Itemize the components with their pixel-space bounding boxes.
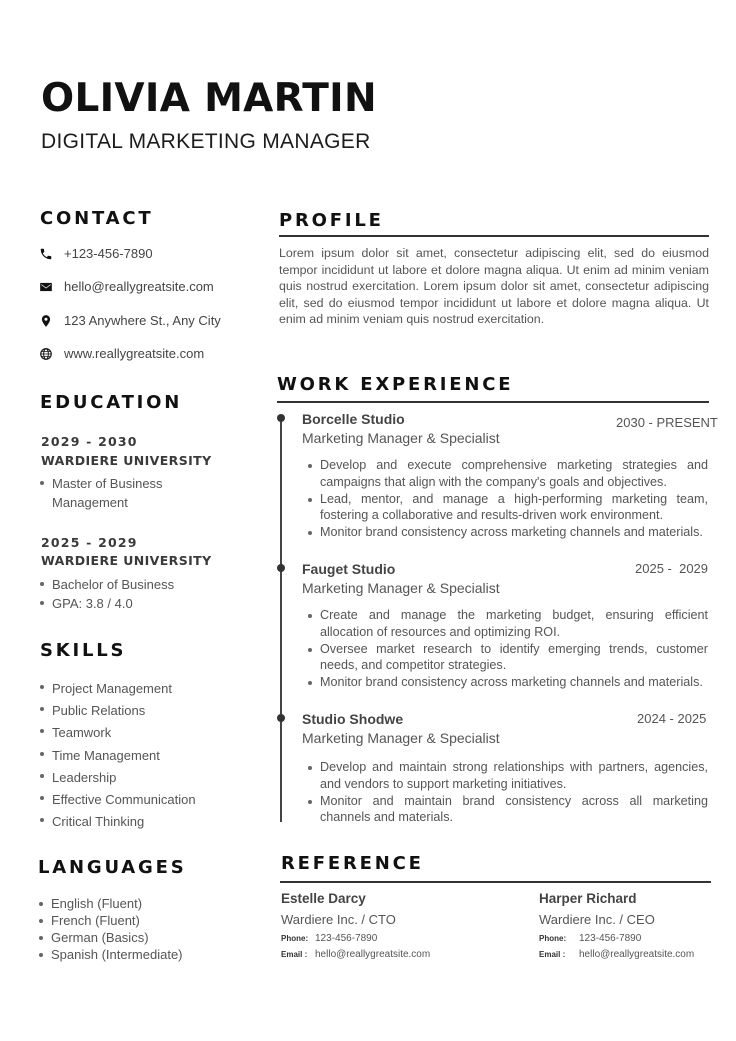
list-item: Teamwork [39,722,196,744]
list-item: French (Fluent) [38,912,183,929]
reference-name: Estelle Darcy [281,891,366,906]
education-years: 2025 - 2029 [41,535,138,550]
education-items [39,474,163,512]
phone-label: Phone: [539,934,567,943]
phone-value: 123-456-7890 [579,933,642,944]
reference-phone [539,933,641,944]
reference-org: Wardiere Inc. / CEO [539,912,655,927]
job-dates: 2025 - 2029 [635,561,709,576]
company-name: Fauget Studio [302,561,396,577]
reference-org: Wardiere Inc. / CTO [281,912,396,927]
profile-divider [279,235,709,237]
list-item: English (Fluent) [38,895,183,912]
globe-icon [39,347,53,361]
reference-email [281,949,430,960]
list-item: Critical Thinking [39,811,196,833]
work-heading: WORK EXPERIENCE [277,374,514,395]
skills-heading: SKILLS [40,640,127,661]
email-label: Email : [539,950,566,959]
job-role: Marketing Manager & Specialist [302,730,500,746]
timeline-line [280,416,282,822]
phone-icon [39,247,53,261]
email-value: hello@reallygreatsite.com [579,949,695,960]
contact-email [39,279,214,294]
list-item: Monitor and maintain brand consistency across all marketing channels and materials. [306,793,708,827]
list-item: Develop and execute comprehensive marketing strategies and campaigns that align with the company's goals and objectives. [306,457,708,491]
list-item: Monitor brand consistency across marketing channels and materials. [306,674,708,691]
profile-text: Lorem ipsum dolor sit amet, consectetur adipiscing elit, sed do eiusmod tempor incididunt ut labore et dolore magna aliqua. Ut enim ad minim veniam quis nostrud exercitation. Lorem ipsum dolor sit amet, consectetur adipiscing elit, sed do eiusmod tempor incididunt ut labore et dolore magna aliqua. Ut enim ad minim veniam quis nostrud exercitation. [279,246,709,327]
list-item: Effective Communication [39,789,196,811]
profile-heading: PROFILE [279,210,384,231]
list-item: Bachelor of Business [39,575,174,594]
list-item: Oversee market research to identify emerging trends, customer needs, and competitor strategies. [306,641,708,675]
list-item: Time Management [39,745,196,767]
job-bullets [306,759,708,826]
contact-website [39,346,204,361]
languages-list [38,895,183,963]
education-years: 2029 - 2030 [41,434,138,449]
list-item: German (Basics) [38,929,183,946]
job-dates: 2030 - PRESENT [616,415,718,430]
location-pin-icon [39,314,53,328]
reference-name: Harper Richard [539,891,637,906]
contact-heading: CONTACT [40,208,154,229]
job-role: Marketing Manager & Specialist [302,430,500,446]
list-item [39,493,163,512]
education-heading: EDUCATION [40,392,183,413]
email-text: hello@reallygreatsite.com [64,279,214,294]
company-name: Studio Shodwe [302,711,404,727]
reference-divider [280,881,711,883]
phone-text: +123-456-7890 [64,246,153,261]
resume-name: OLIVIA MARTIN [41,76,377,121]
phone-label: Phone: [281,934,309,943]
education-items [39,575,174,613]
languages-heading: LANGUAGES [38,857,187,878]
education-item-continuation: Management [52,495,128,510]
list-item: Lead, mentor, and manage a high-performing marketing team, fostering a collaborative and results-driven work environment. [306,491,708,525]
timeline-dot [277,414,285,422]
contact-phone [39,246,153,261]
email-label: Email : [281,950,308,959]
work-divider [277,401,709,403]
list-item: Monitor brand consistency across marketing channels and materials. [306,524,708,541]
job-bullets [306,607,708,691]
address-text: 123 Anywhere St., Any City [64,313,221,328]
email-value: hello@reallygreatsite.com [315,949,431,960]
website-text: www.reallygreatsite.com [64,346,205,361]
reference-heading: REFERENCE [281,853,424,874]
phone-value: 123-456-7890 [315,933,378,944]
skills-list [39,678,196,833]
job-bullets [306,457,708,541]
reference-email [539,949,694,960]
contact-address [39,313,221,328]
reference-phone [281,933,377,944]
job-role: Marketing Manager & Specialist [302,580,500,596]
email-icon [39,280,53,294]
list-item: Master of Business [39,474,163,493]
company-name: Borcelle Studio [302,411,405,427]
list-item: Create and manage the marketing budget, ensuring efficient allocation of resources and optimizing ROI. [306,607,708,641]
timeline-dot [277,564,285,572]
list-item: Public Relations [39,700,196,722]
list-item: Develop and maintain strong relationships with partners, agencies, and vendors to support marketing initiatives. [306,759,708,793]
job-title: DIGITAL MARKETING MANAGER [41,130,371,153]
timeline-dot [277,714,285,722]
education-school: WARDIERE UNIVERSITY [41,553,212,568]
education-school: WARDIERE UNIVERSITY [41,453,212,468]
list-item: GPA: 3.8 / 4.0 [39,594,174,613]
list-item: Spanish (Intermediate) [38,946,183,963]
list-item: Leadership [39,767,196,789]
list-item: Project Management [39,678,196,700]
job-dates: 2024 - 2025 [637,711,707,726]
